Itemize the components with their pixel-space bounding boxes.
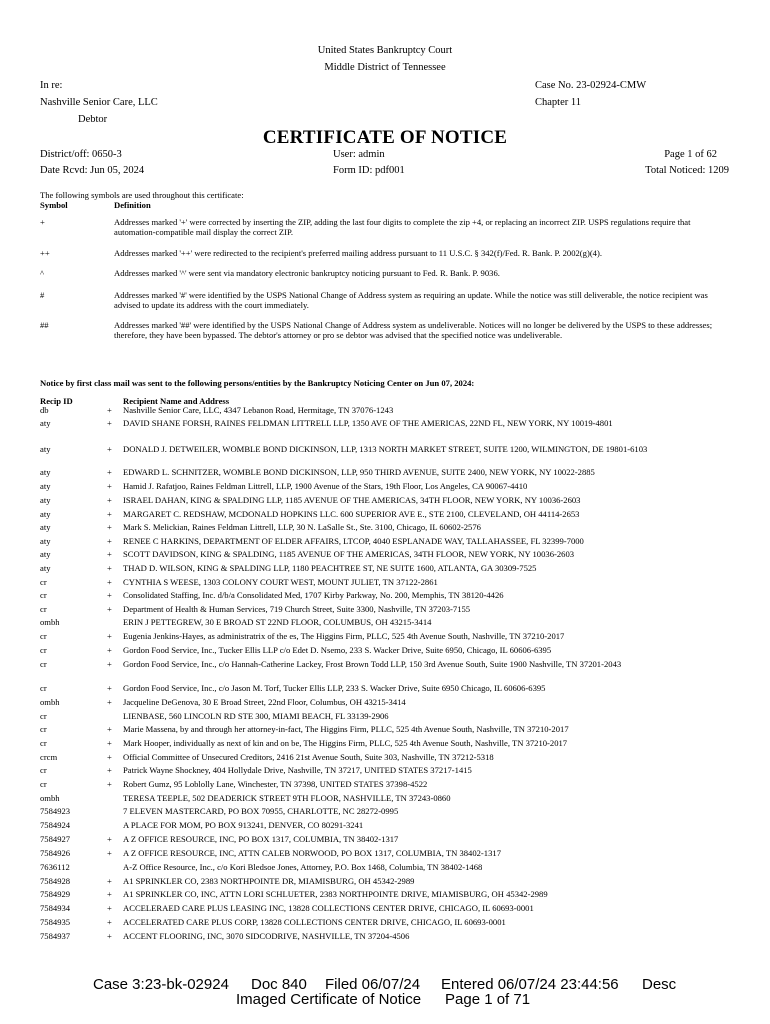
notice-heading: Notice by first class mail was sent to the following persons/entities by the Bankruptcy Noticing Center on Jun 07, 2024: [40, 378, 475, 388]
recipient-address: Official Committee of Unsecured Creditors, 2416 21st Avenue South, Suite 303, Nashville, TN 37212-5318 [123, 752, 494, 762]
case-number: Case No. 23-02924-CMW [535, 80, 647, 91]
recipient-mark: + [107, 917, 112, 927]
recipient-address: MARGARET C. REDSHAW, MCDONALD HOPKINS LLC. 600 SUPERIOR AVE E., STE 2100, CLEVELAND, OH 44114-2653 [123, 509, 580, 519]
recipient-mark: + [107, 765, 112, 775]
footer-case: Case 3:23-bk-02924 [93, 976, 229, 993]
user: User: admin [333, 149, 385, 160]
recipient-id: cr [40, 765, 47, 775]
recipient-id: ombh [40, 793, 60, 803]
recipient-address: Gordon Food Service, Inc., c/o Jason M. Torf, Tucker Ellis LLP, 233 S. Wacker Drive, Suite 6950 Chicago, IL 60606-6395 [123, 683, 546, 693]
in-re-label: In re: [40, 80, 63, 91]
recipient-address: TERESA TEEPLE, 502 DEADERICK STREET 9TH FLOOR, NASHVILLE, TN 37243-0860 [123, 793, 451, 803]
recipient-id: 7584927 [40, 834, 71, 844]
recipient-id: aty [40, 522, 51, 532]
recipient-mark: + [107, 590, 112, 600]
recipient-address: SCOTT DAVIDSON, KING & SPALDING, 1185 AVENUE OF THE AMERICAS, 34TH FLOOR, NEW YORK, NY 10036-2603 [123, 549, 575, 559]
recipient-id: aty [40, 495, 51, 505]
recipient-address: Department of Health & Human Services, 719 Church Street, Suite 3300, Nashville, TN 37203-7155 [123, 604, 471, 614]
recipient-id: cr [40, 604, 47, 614]
recipient-address: Eugenia Jenkins-Hayes, as administratrix of the es, The Higgins Firm, PLLC, 525 4th Avenue South, Nashville, TN 37210-2017 [123, 631, 565, 641]
recipient-mark: + [107, 495, 112, 505]
symbol-definition: Addresses marked '+' were corrected by inserting the ZIP, adding the last four digits to complete the zip +4, or replacing an incorrect ZIP. USPS regulations require that automation-compatible mail display the correct ZIP. [114, 217, 691, 238]
recipient-id: aty [40, 467, 51, 477]
recipient-id: cr [40, 590, 47, 600]
recipient-id: crcm [40, 752, 58, 762]
recipient-mark: + [107, 876, 112, 886]
footer-page: Page 1 of 71 [445, 991, 531, 1008]
recipient-address: A-Z Office Resource, Inc., c/o Kori Bledsoe Jones, Attorney, P.O. Box 1468, Columbia, TN 38402-1468 [123, 862, 483, 872]
recipient-address: A PLACE FOR MOM, PO BOX 913241, DENVER, CO 80291-3241 [123, 820, 364, 830]
recipient-address: Robert Gumz, 95 Loblolly Lane, Winchester, TN 37398, UNITED STATES 37398-4522 [123, 779, 428, 789]
recipient-id: aty [40, 509, 51, 519]
recipient-address: Nashville Senior Care, LLC, 4347 Lebanon Road, Hermitage, TN 37076-1243 [123, 405, 394, 415]
recipient-address: Marie Massena, by and through her attorney-in-fact, The Higgins Firm, PLLC, 525 4th Avenue South, Nashville, TN 37210-2017 [123, 724, 569, 734]
symbol-definition: Addresses marked '++' were redirected to the recipient's preferred mailing address pursuant to 11 U.S.C. § 342(f)/Fed. R. Bank. P. 2002(g)(4). [114, 248, 602, 258]
recipient-address: ACCELERATED CARE PLUS CORP, 13828 COLLECTIONS CENTER DRIVE, CHICAGO, IL 60693-0001 [123, 917, 506, 927]
recipient-id: cr [40, 711, 47, 721]
recipient-address: Hamid J. Rafatjoo, Raines Feldman Littrell, LLP, 1900 Avenue of the Stars, 19th Floor, Los Angeles, CA 90067-4410 [123, 481, 528, 491]
recipient-address: A Z OFFICE RESOURCE, INC, ATTN CALEB NORWOOD, PO BOX 1317, COLUMBIA, TN 38402-1317 [123, 848, 501, 858]
total-noticed: Total Noticed: 1209 [645, 165, 729, 176]
recipient-address: CYNTHIA S WEESE, 1303 COLONY COURT WEST, MOUNT JULIET, TN 37122-2861 [123, 577, 438, 587]
symbol-definition: Addresses marked '#' were identified by the USPS National Change of Address system as requiring an update. While the notice was still deliverable, the notice recipient was advised to update its address with the court immediately. [114, 290, 708, 311]
recipient-id: cr [40, 738, 47, 748]
recipient-mark: + [107, 405, 112, 415]
recipient-mark: + [107, 536, 112, 546]
document-title: CERTIFICATE OF NOTICE [262, 127, 508, 148]
recipient-id: db [40, 405, 49, 415]
recipient-id: aty [40, 481, 51, 491]
recipient-mark: + [107, 522, 112, 532]
recipient-mark: + [107, 444, 112, 454]
recipient-mark: + [107, 724, 112, 734]
recipient-address: RENEE C HARKINS, DEPARTMENT OF ELDER AFFAIRS, LTCOP, 4040 ESPLANADE WAY, TALLAHASSEE, FL 32399-7000 [123, 536, 584, 546]
symbol: + [40, 217, 45, 227]
recipient-id: cr [40, 577, 47, 587]
recipient-mark: + [107, 577, 112, 587]
recipient-id: 7584924 [40, 820, 71, 830]
recipient-address: DAVID SHANE FORSH, RAINES FELDMAN LITTRELL LLP, 1350 AVE OF THE AMERICAS, 22ND FL, NEW YORK, NY 10019-4801 [123, 418, 613, 428]
recipient-id: cr [40, 645, 47, 655]
date-received: Date Rcvd: Jun 05, 2024 [40, 165, 145, 176]
recipient-address: LIENBASE, 560 LINCOLN RD STE 300, MIAMI BEACH, FL 33139-2906 [123, 711, 389, 721]
footer-doc: Doc 840 [251, 976, 307, 993]
recipient-id: ombh [40, 697, 60, 707]
symbols-intro: The following symbols are used throughout this certificate: [40, 190, 244, 200]
recipient-address: EDWARD L. SCHNITZER, WOMBLE BOND DICKINSON, LLP, 950 THIRD AVENUE, SUITE 2400, NEW YORK, NY 10022-2885 [123, 467, 595, 477]
symbol: # [40, 290, 45, 300]
recipient-id: 7584923 [40, 806, 71, 816]
recipient-address: 7 ELEVEN MASTERCARD, PO BOX 70955, CHARLOTTE, NC 28272-0995 [123, 806, 399, 816]
recipient-id: 7636112 [40, 862, 70, 872]
recipient-mark: + [107, 631, 112, 641]
recipient-address: Jacqueline DeGenova, 30 E Broad Street, 22nd Floor, Columbus, OH 43215-3414 [123, 697, 406, 707]
recipient-id: ombh [40, 617, 60, 627]
recipient-mark: + [107, 889, 112, 899]
recipient-mark: + [107, 848, 112, 858]
recipient-id: aty [40, 563, 51, 573]
recipient-mark: + [107, 604, 112, 614]
recipient-id: 7584929 [40, 889, 71, 899]
symbol: ## [40, 320, 49, 330]
court-district: Middle District of Tennessee [324, 62, 446, 73]
recip-id-header: Recip ID [40, 396, 73, 406]
definition-column-header: Definition [114, 200, 151, 210]
recipient-mark: + [107, 779, 112, 789]
symbol-column-header: Symbol [40, 200, 68, 210]
recipient-mark: + [107, 659, 112, 669]
footer-entered: Entered 06/07/24 23:44:56 [441, 976, 619, 993]
symbol: ^ [40, 268, 45, 278]
chapter: Chapter 11 [535, 97, 581, 108]
page-count: Page 1 of 62 [664, 149, 717, 160]
symbol-definition: Addresses marked '##' were identified by the USPS National Change of Address system as undeliverable. Notices will no longer be delivered by the USPS to these addresses; therefore, they have been bypassed. The debtor's attorney or pro se debtor was advised that the specified notice was undeliverable. [114, 320, 713, 341]
recipient-mark: + [107, 467, 112, 477]
recipient-address: ACCENT FLOORING, INC, 3070 SIDCODRIVE, NASHVILLE, TN 37204-4506 [123, 931, 410, 941]
recipient-mark: + [107, 509, 112, 519]
recipient-id: 7584937 [40, 931, 71, 941]
recipient-address: Gordon Food Service, Inc., c/o Hannah-Catherine Lackey, Frost Brown Todd LLP, 150 3rd Avenue South, Suite 1900 Nashville, TN 37201-2043 [123, 659, 622, 669]
footer-filed: Filed 06/07/24 [325, 976, 421, 993]
recipient-address: ERIN J PETTEGREW, 30 E BROAD ST 22ND FLOOR, COLUMBUS, OH 43215-3414 [123, 617, 432, 627]
recipient-id: cr [40, 659, 47, 669]
recipient-mark: + [107, 481, 112, 491]
recipient-mark: + [107, 683, 112, 693]
court-name: United States Bankruptcy Court [317, 45, 453, 56]
recipient-mark: + [107, 549, 112, 559]
recipient-address: ISRAEL DAHAN, KING & SPALDING LLP, 1185 AVENUE OF THE AMERICAS, 34TH FLOOR, NEW YORK, NY 10036-2603 [123, 495, 581, 505]
recipient-mark: + [107, 752, 112, 762]
recipient-id: 7584928 [40, 876, 71, 886]
form-id: Form ID: pdf001 [333, 165, 405, 176]
recipient-mark: + [107, 563, 112, 573]
recipient-address: Mark S. Melickian, Raines Feldman Littrell, LLP, 30 N. LaSalle St., Ste. 3100, Chicago, IL 60602-2576 [123, 522, 481, 532]
recipient-id: cr [40, 779, 47, 789]
footer-desc: Desc [642, 976, 677, 993]
recipient-mark: + [107, 903, 112, 913]
recipient-id: cr [40, 683, 47, 693]
recipient-id: cr [40, 724, 47, 734]
recipient-id: aty [40, 549, 51, 559]
recipient-address: Mark Hooper, individually as next of kin and on be, The Higgins Firm, PLLC, 525 4th Avenue South, Nashville, TN 37210-2017 [123, 738, 568, 748]
recipient-address: THAD D. WILSON, KING & SPALDING LLP, 1180 PEACHTREE ST, NE SUITE 1600, ATLANTA, GA 30309-7525 [123, 563, 537, 573]
recipient-id: 7584935 [40, 917, 71, 927]
recipient-mark: + [107, 418, 112, 428]
recipient-address: A1 SPRINKLER CO, INC, ATTN LORI SCHLUETER, 2383 NORTHPOINTE DRIVE, MIAMISBURG, OH 45342-2989 [123, 889, 548, 899]
recipient-address: Patrick Wayne Shockney, 404 Hollydale Drive, Nashville, TN 37217, UNITED STATES 37217-1415 [123, 765, 472, 775]
debtor-name: Nashville Senior Care, LLC [40, 97, 158, 108]
recipient-name-header: Recipient Name and Address [123, 396, 230, 406]
recipient-id: aty [40, 444, 51, 454]
recipient-mark: + [107, 645, 112, 655]
recipient-address: A Z OFFICE RESOURCE, INC, PO BOX 1317, COLUMBIA, TN 38402-1317 [123, 834, 399, 844]
recipient-id: 7584934 [40, 903, 71, 913]
recipient-id: cr [40, 631, 47, 641]
symbol: ++ [40, 248, 50, 258]
recipient-address: Gordon Food Service, Inc., Tucker Ellis LLP c/o Edet D. Nsemo, 233 S. Wacker Drive, Suite 6950, Chicago, IL 60606-6395 [123, 645, 552, 655]
debtor-label: Debtor [78, 114, 108, 125]
recipient-mark: + [107, 697, 112, 707]
symbol-definition: Addresses marked '^' were sent via mandatory electronic bankruptcy noticing pursuant to Fed. R. Bank. P. 9036. [114, 268, 500, 278]
recipient-address: Consolidated Staffing, Inc. d/b/a Consolidated Med, 1707 Kirby Parkway, No. 200, Memphis, TN 38120-4426 [123, 590, 504, 600]
recipient-id: aty [40, 536, 51, 546]
recipient-mark: + [107, 834, 112, 844]
recipient-address: ACCELERAED CARE PLUS LEASING INC, 13828 COLLECTIONS CENTER DRIVE, CHICAGO, IL 60693-0001 [123, 903, 534, 913]
recipient-address: DONALD J. DETWEILER, WOMBLE BOND DICKINSON, LLP, 1313 NORTH MARKET STREET, SUITE 1200, WILMINGTON, DE 19801-6103 [123, 444, 648, 454]
recipient-id: aty [40, 418, 51, 428]
recipient-address: A1 SPRINKLER CO, 2383 NORTHPOINTE DR, MIAMISBURG, OH 45342-2989 [123, 876, 415, 886]
recipient-mark: + [107, 738, 112, 748]
district-office: District/off: 0650-3 [40, 149, 122, 160]
recipient-mark: + [107, 931, 112, 941]
recipient-id: 7584926 [40, 848, 71, 858]
footer-imaged-certificate: Imaged Certificate of Notice [236, 991, 422, 1008]
